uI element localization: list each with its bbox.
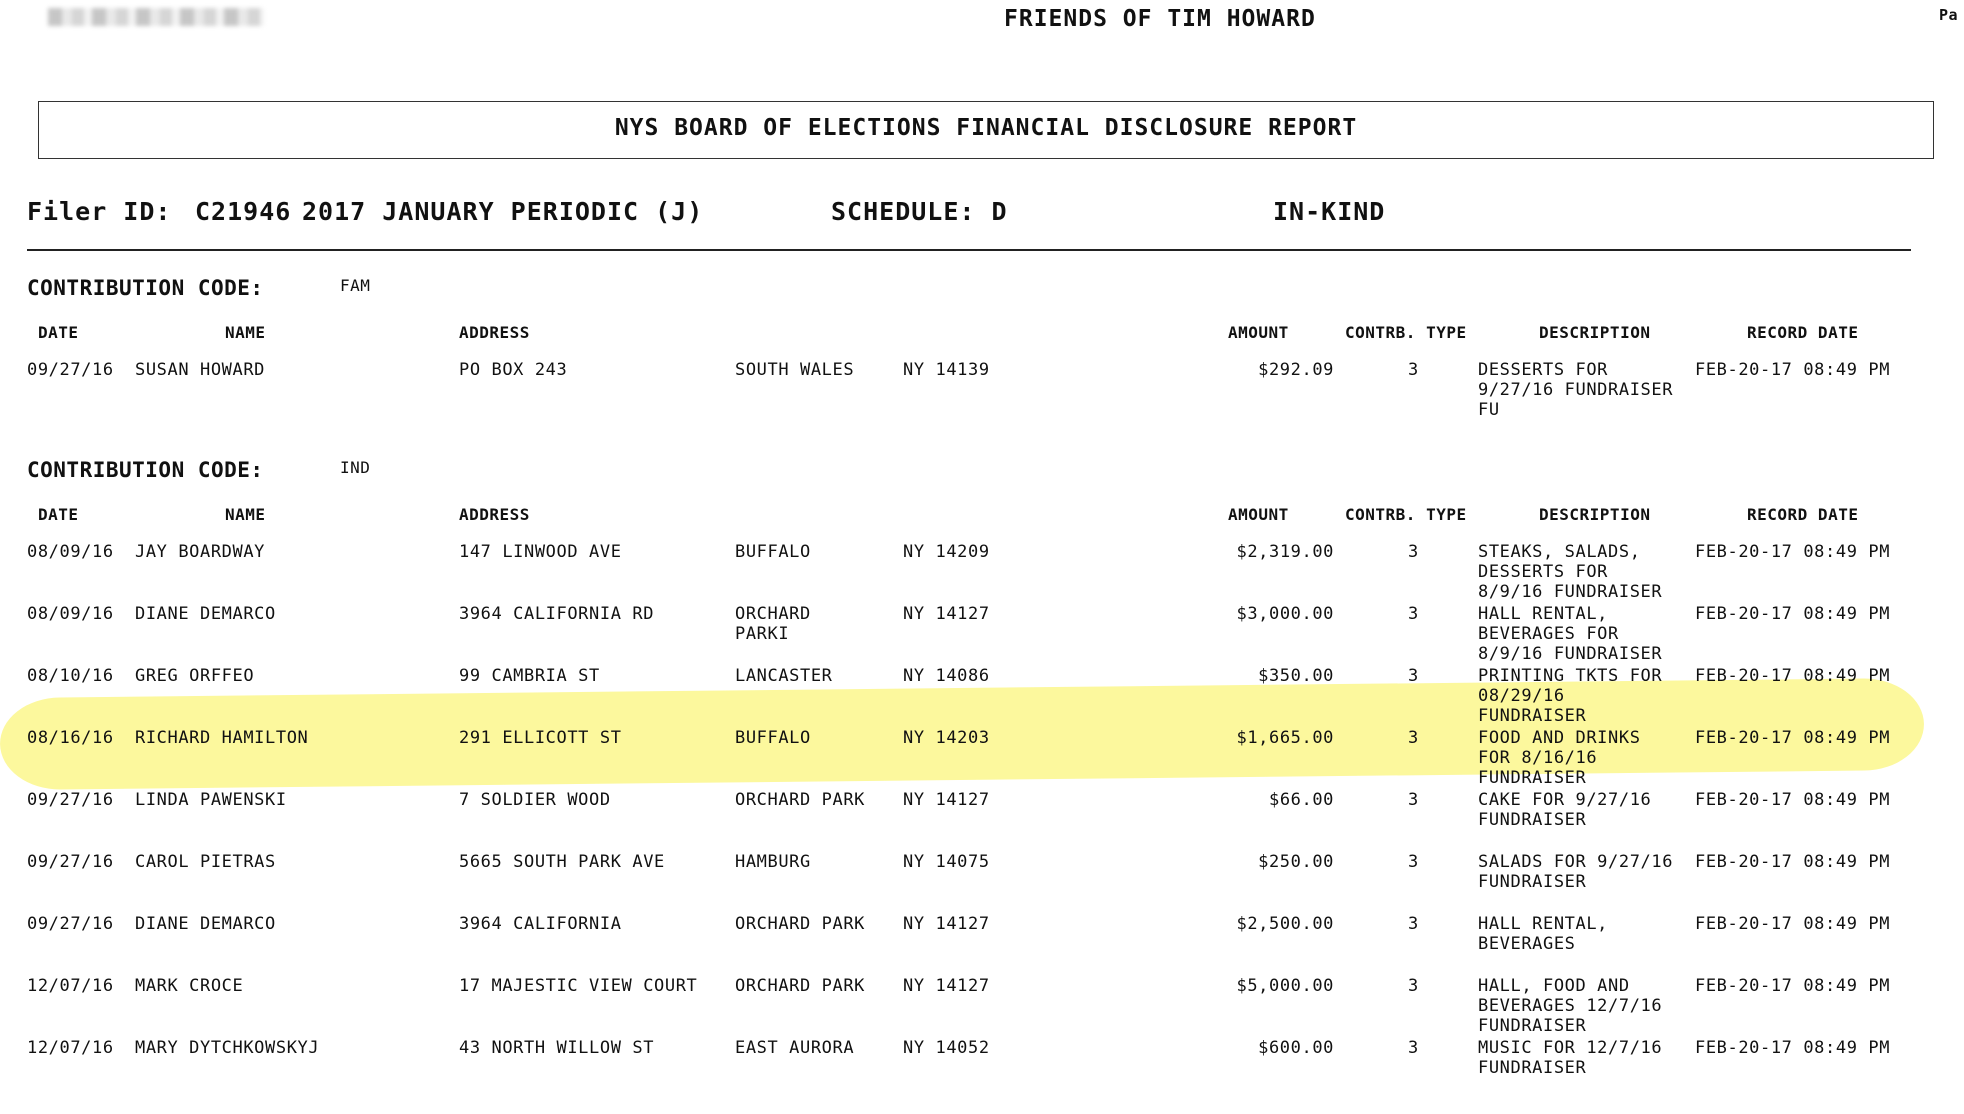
cell-description: HALL, FOOD AND BEVERAGES 12/7/16 FUNDRAISER	[1478, 976, 1663, 1036]
cell-state-zip: NY 14127	[903, 914, 990, 934]
cell-state-zip: NY 14203	[903, 728, 990, 748]
col-date: DATE	[38, 505, 79, 524]
table-row	[0, 542, 1964, 602]
cell-description: MUSIC FOR 12/7/16 FUNDRAISER	[1478, 1038, 1663, 1078]
col-record-date: RECORD DATE	[1747, 323, 1859, 342]
cell-date: 08/10/16	[27, 666, 114, 686]
table-row	[0, 1038, 1964, 1098]
redacted-header-text	[48, 8, 264, 26]
cell-amount: $5,000.00	[1236, 976, 1334, 996]
cell-type: 3	[1408, 790, 1419, 810]
cell-type: 3	[1408, 914, 1419, 934]
cell-record-date: FEB-20-17 08:49 PM	[1695, 914, 1891, 934]
cell-date: 12/07/16	[27, 1038, 114, 1058]
cell-name: JAY BOARDWAY	[135, 542, 266, 562]
table-row-highlighted	[0, 728, 1964, 788]
cell-state-zip: NY 14075	[903, 852, 990, 872]
filer-id-label: Filer ID:	[27, 197, 172, 226]
report-title: NYS BOARD OF ELECTIONS FINANCIAL DISCLOSURE REPORT	[614, 115, 1358, 141]
cell-type: 3	[1408, 666, 1419, 686]
schedule: SCHEDULE: D	[831, 197, 1008, 226]
cell-state-zip: NY 14127	[903, 976, 990, 996]
cell-address: 17 MAJESTIC VIEW COURT	[459, 976, 698, 996]
table-row	[0, 666, 1964, 726]
table-row	[0, 914, 1964, 974]
col-amount: AMOUNT	[1228, 323, 1289, 342]
cell-state-zip: NY 14139	[903, 360, 990, 380]
cell-description: CAKE FOR 9/27/16 FUNDRAISER	[1478, 790, 1652, 830]
col-address: ADDRESS	[459, 505, 530, 524]
cell-name: SUSAN HOWARD	[135, 360, 266, 380]
cell-record-date: FEB-20-17 08:49 PM	[1695, 666, 1891, 686]
cell-city: BUFFALO	[735, 542, 811, 562]
contribution-code-value: IND	[340, 458, 371, 477]
cell-type: 3	[1408, 976, 1419, 996]
cell-state-zip: NY 14086	[903, 666, 990, 686]
cell-date: 08/09/16	[27, 542, 114, 562]
cell-date: 12/07/16	[27, 976, 114, 996]
filing-period: 2017 JANUARY PERIODIC (J)	[302, 197, 704, 226]
contribution-code-label: CONTRIBUTION CODE:	[27, 458, 264, 482]
cell-description: DESSERTS FOR 9/27/16 FUNDRAISER FU	[1478, 360, 1674, 420]
cell-name: DIANE DEMARCO	[135, 604, 276, 624]
cell-description: HALL RENTAL, BEVERAGES	[1478, 914, 1609, 954]
cell-address: 43 NORTH WILLOW ST	[459, 1038, 655, 1058]
col-description: DESCRIPTION	[1539, 323, 1651, 342]
cell-date: 08/09/16	[27, 604, 114, 624]
table-row	[0, 852, 1964, 912]
cell-record-date: FEB-20-17 08:49 PM	[1695, 790, 1891, 810]
cell-record-date: FEB-20-17 08:49 PM	[1695, 604, 1891, 624]
cell-name: MARK CROCE	[135, 976, 244, 996]
cell-record-date: FEB-20-17 08:49 PM	[1695, 542, 1891, 562]
cell-name: DIANE DEMARCO	[135, 914, 276, 934]
col-contrb-type: CONTRB. TYPE	[1345, 323, 1467, 342]
cell-amount: $2,319.00	[1236, 542, 1334, 562]
cell-record-date: FEB-20-17 08:49 PM	[1695, 976, 1891, 996]
report-title-box	[38, 101, 1934, 159]
cell-address: 5665 SOUTH PARK AVE	[459, 852, 665, 872]
cell-amount: $600.00	[1258, 1038, 1334, 1058]
cell-city: ORCHARD PARK	[735, 914, 866, 934]
col-amount: AMOUNT	[1228, 505, 1289, 524]
col-record-date: RECORD DATE	[1747, 505, 1859, 524]
table-row	[0, 976, 1964, 1036]
cell-description: HALL RENTAL, BEVERAGES FOR 8/9/16 FUNDRAISER	[1478, 604, 1663, 664]
table-row	[0, 604, 1964, 664]
cell-address: 291 ELLICOTT ST	[459, 728, 622, 748]
cell-address: 3964 CALIFORNIA RD	[459, 604, 655, 624]
cell-date: 08/16/16	[27, 728, 114, 748]
cell-date: 09/27/16	[27, 852, 114, 872]
cell-amount: $3,000.00	[1236, 604, 1334, 624]
cell-address: 3964 CALIFORNIA	[459, 914, 622, 934]
cell-city: EAST AURORA	[735, 1038, 855, 1058]
cell-address: 99 CAMBRIA ST	[459, 666, 600, 686]
cell-date: 09/27/16	[27, 914, 114, 934]
header-divider	[27, 249, 1911, 251]
cell-amount: $1,665.00	[1236, 728, 1334, 748]
cell-amount: $292.09	[1258, 360, 1334, 380]
cell-name: GREG ORFFEO	[135, 666, 255, 686]
cell-city: ORCHARD PARKI	[735, 604, 811, 644]
cell-type: 3	[1408, 542, 1419, 562]
cell-name: CAROL PIETRAS	[135, 852, 276, 872]
col-name: NAME	[225, 505, 266, 524]
cell-name: MARY DYTCHKOWSKYJ	[135, 1038, 320, 1058]
cell-type: 3	[1408, 604, 1419, 624]
cell-city: BUFFALO	[735, 728, 811, 748]
col-date: DATE	[38, 323, 79, 342]
cell-address: 147 LINWOOD AVE	[459, 542, 622, 562]
cell-name: LINDA PAWENSKI	[135, 790, 287, 810]
col-description: DESCRIPTION	[1539, 505, 1651, 524]
cell-type: 3	[1408, 852, 1419, 872]
cell-city: ORCHARD PARK	[735, 976, 866, 996]
cell-amount: $2,500.00	[1236, 914, 1334, 934]
cell-name: RICHARD HAMILTON	[135, 728, 309, 748]
cell-description: SALADS FOR 9/27/16 FUNDRAISER	[1478, 852, 1674, 892]
cell-state-zip: NY 14127	[903, 604, 990, 624]
col-name: NAME	[225, 323, 266, 342]
cell-state-zip: NY 14127	[903, 790, 990, 810]
cell-type: 3	[1408, 360, 1419, 380]
page-label-cut: Pa	[1939, 6, 1959, 24]
cell-record-date: FEB-20-17 08:49 PM	[1695, 852, 1891, 872]
cell-date: 09/27/16	[27, 360, 114, 380]
table-row	[0, 360, 1964, 420]
contribution-code-label: CONTRIBUTION CODE:	[27, 276, 264, 300]
committee-name: FRIENDS OF TIM HOWARD	[1004, 6, 1316, 32]
cell-city: LANCASTER	[735, 666, 833, 686]
cell-city: HAMBURG	[735, 852, 811, 872]
contribution-code-value: FAM	[340, 276, 371, 295]
cell-state-zip: NY 14209	[903, 542, 990, 562]
cell-city: SOUTH WALES	[735, 360, 855, 380]
schedule-type: IN-KIND	[1273, 197, 1386, 226]
cell-description: FOOD AND DRINKS FOR 8/16/16 FUNDRAISER	[1478, 728, 1641, 788]
cell-amount: $250.00	[1258, 852, 1334, 872]
col-contrb-type: CONTRB. TYPE	[1345, 505, 1467, 524]
cell-description: PRINTING TKTS FOR 08/29/16 FUNDRAISER	[1478, 666, 1663, 726]
filer-id: C21946	[195, 197, 292, 226]
cell-address: PO BOX 243	[459, 360, 568, 380]
cell-date: 09/27/16	[27, 790, 114, 810]
cell-record-date: FEB-20-17 08:49 PM	[1695, 360, 1891, 380]
cell-city: ORCHARD PARK	[735, 790, 866, 810]
cell-description: STEAKS, SALADS, DESSERTS FOR 8/9/16 FUNDRAISER	[1478, 542, 1663, 602]
cell-address: 7 SOLDIER WOOD	[459, 790, 611, 810]
table-row	[0, 790, 1964, 850]
cell-amount: $350.00	[1258, 666, 1334, 686]
cell-type: 3	[1408, 728, 1419, 748]
cell-state-zip: NY 14052	[903, 1038, 990, 1058]
cell-record-date: FEB-20-17 08:49 PM	[1695, 1038, 1891, 1058]
col-address: ADDRESS	[459, 323, 530, 342]
cell-record-date: FEB-20-17 08:49 PM	[1695, 728, 1891, 748]
cell-type: 3	[1408, 1038, 1419, 1058]
cell-amount: $66.00	[1268, 790, 1334, 810]
